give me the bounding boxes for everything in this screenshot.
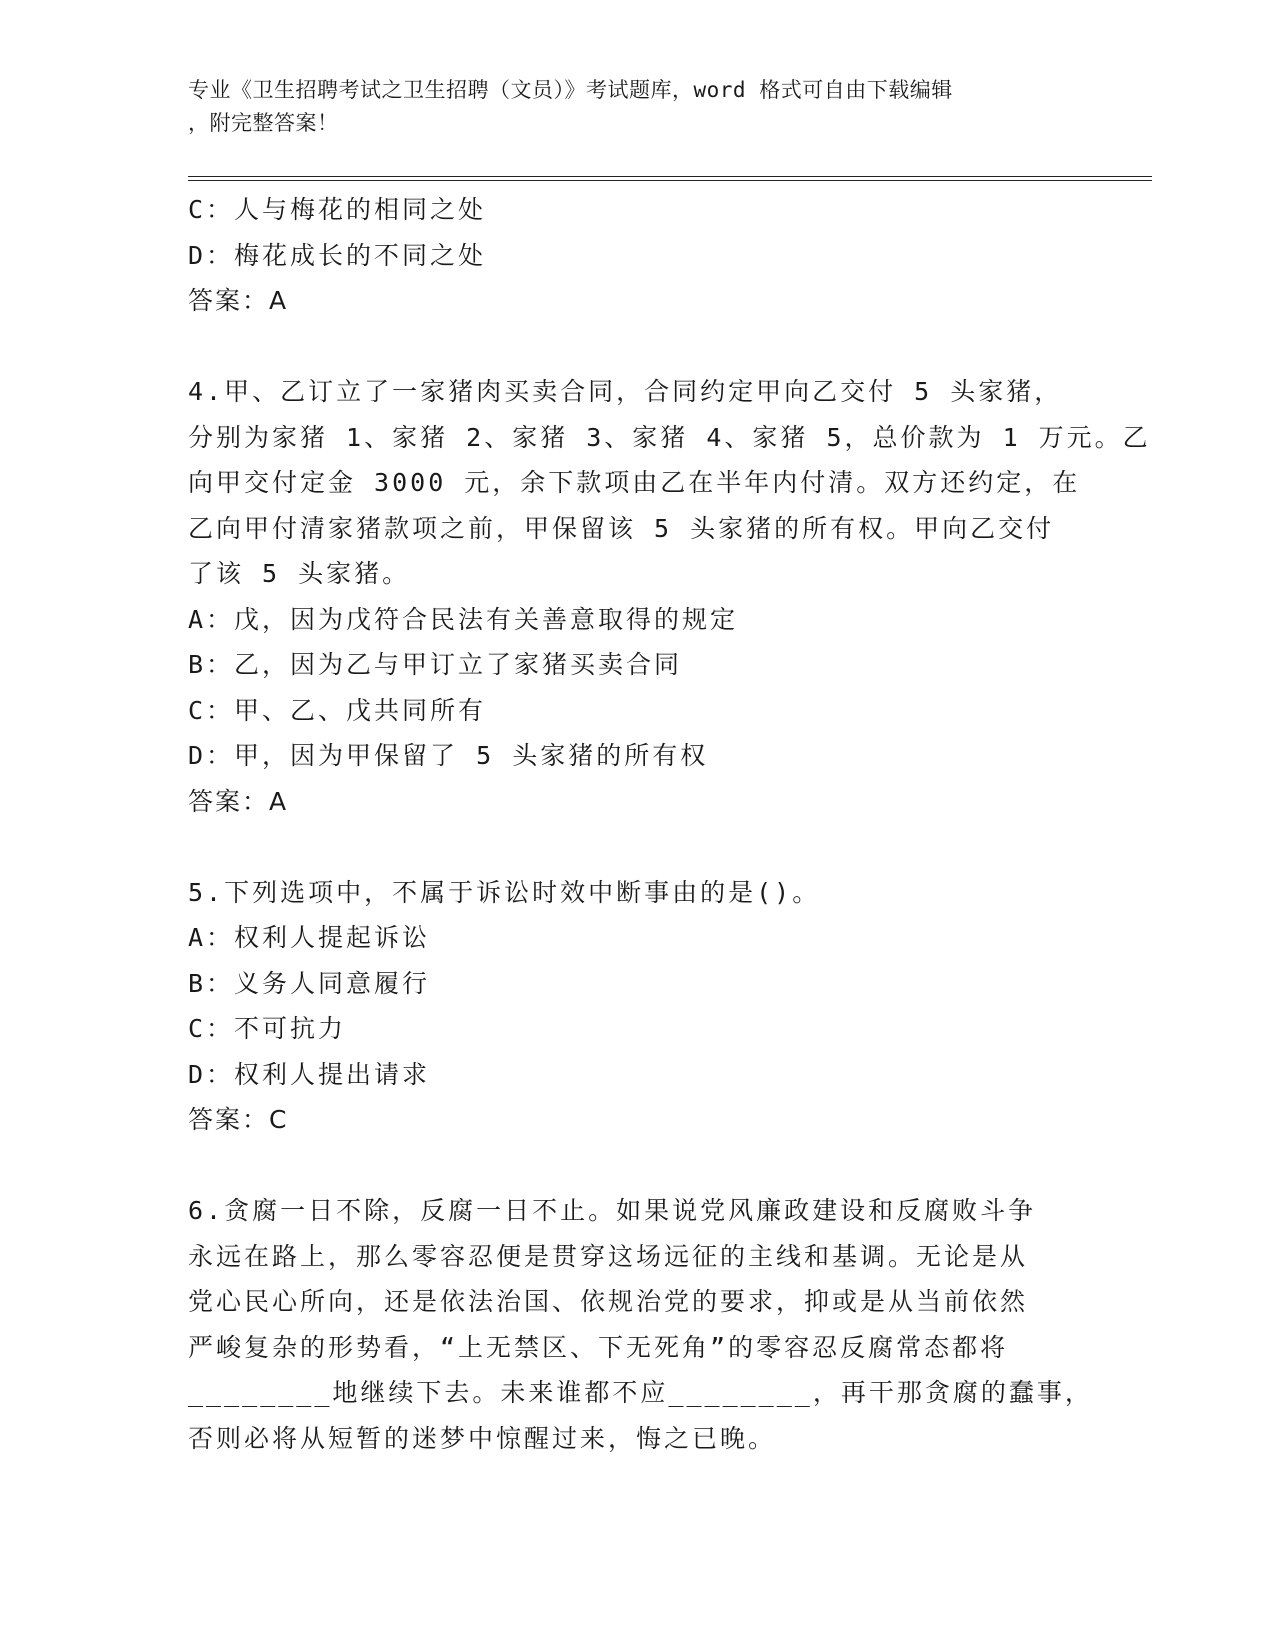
spacer xyxy=(188,1143,1088,1189)
option-a: A：权利人提起诉讼 xyxy=(188,923,431,952)
question-stem-line: 严峻复杂的形势看，“上无禁区、下无死角”的零容忍反腐常态都将 xyxy=(188,1332,1009,1362)
answer: 答案：A xyxy=(188,786,289,816)
document-header xyxy=(188,74,1088,140)
question-stem-line: 了该 5 头家猪。 xyxy=(188,559,411,588)
question-stem-line: 分别为家猪 1、家猪 2、家猪 3、家猪 4、家猪 5，总价款为 1 万元。乙 xyxy=(188,422,1151,452)
question-stem-line: ________地继续下去。未来谁都不应________，再干那贪腐的蠢事， xyxy=(188,1378,1093,1407)
header-divider xyxy=(188,176,1152,181)
question-stem-line: 向甲交付定金 3000 元，余下款项由乙在半年内付清。双方还约定，在 xyxy=(188,468,1081,497)
header-line-2: ，附完整答案！ xyxy=(188,111,339,135)
question-stem-line: 否则必将从短暂的迷梦中惊醒过来，悔之已晚。 xyxy=(188,1423,777,1453)
question-4 xyxy=(188,369,1151,824)
question-stem: 5.下列选项中，不属于诉讼时效中断事由的是()。 xyxy=(188,877,821,907)
question-stem-line: 4.甲、乙订立了一家猪肉买卖合同，合同约定甲向乙交付 5 头家猪， xyxy=(188,377,1063,406)
question-list xyxy=(188,187,1151,1461)
option-a: A：戊，因为戊符合民法有关善意取得的规定 xyxy=(188,604,739,634)
question-5 xyxy=(188,870,1088,1143)
option-d: D：权利人提出请求 xyxy=(188,1059,431,1089)
option-c: C：甲、乙、戊共同所有 xyxy=(188,695,487,725)
spacer xyxy=(188,324,1088,370)
option-b: B：义务人同意履行 xyxy=(188,968,431,998)
option-c: C：不可抗力 xyxy=(188,1014,347,1043)
question-stem-line: 永远在路上，那么零容忍便是贯穿这场远征的主线和基调。无论是从 xyxy=(188,1241,1029,1271)
question-stem-line: 党心民心所向，还是依法治国、依规治党的要求，抑或是从当前依然 xyxy=(188,1287,1029,1316)
header-line-1: 专业《卫生招聘考试之卫生招聘（文员）》考试题库，word 格式可自由下载编辑 xyxy=(188,78,953,102)
question-3-tail xyxy=(188,187,1088,324)
option-d: D：甲，因为甲保留了 5 头家猪的所有权 xyxy=(188,741,709,770)
answer: 答案：A xyxy=(188,286,289,315)
answer: 答案：C xyxy=(188,1105,289,1134)
spacer xyxy=(188,824,1088,870)
option-b: B：乙，因为乙与甲订立了家猪买卖合同 xyxy=(188,650,683,679)
question-stem-line: 6.贪腐一日不除，反腐一日不止。如果说党风廉政建设和反腐败斗争 xyxy=(188,1196,1037,1225)
option-d: D：梅花成长的不同之处 xyxy=(188,240,487,270)
option-c: C：人与梅花的相同之处 xyxy=(188,195,487,224)
question-stem-line: 乙向甲付清家猪款项之前，甲保留该 5 头家猪的所有权。甲向乙交付 xyxy=(188,513,1055,543)
question-6 xyxy=(188,1188,1093,1461)
